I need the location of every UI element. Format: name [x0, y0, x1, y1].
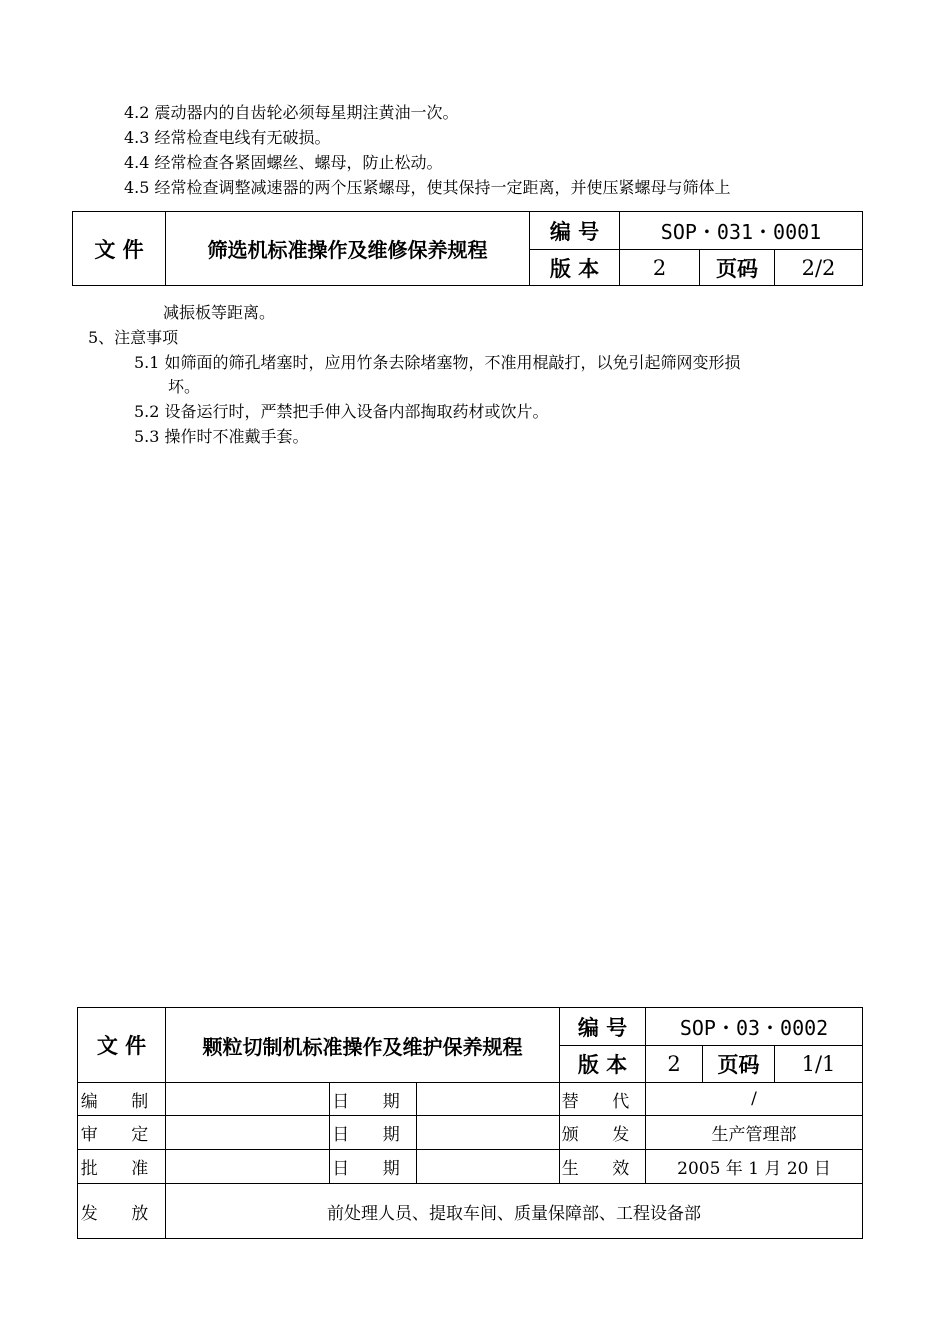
version-label: 版 本	[530, 250, 620, 286]
distribution-value: 前处理人员、提取车间、质量保障部、工程设备部	[166, 1184, 863, 1239]
page-label: 页码	[703, 1046, 775, 1083]
date-value	[417, 1083, 560, 1116]
row-label-distribution: 发 放	[78, 1184, 166, 1239]
page-label: 页码	[700, 250, 775, 286]
reviewed-value	[166, 1116, 330, 1150]
text-line-4-4: 4.4 经常检查各紧固螺丝、螺母，防止松动。	[124, 153, 443, 172]
code-label: 编 号	[560, 1008, 646, 1046]
replaces-value: /	[646, 1083, 863, 1116]
row-label-compiled: 编 制	[78, 1083, 166, 1116]
text-line-5-1: 5.1 如筛面的筛孔堵塞时，应用竹条去除堵塞物，不准用棍敲打，以免引起筛网变形损	[134, 353, 741, 372]
document-header-table-2	[77, 1007, 863, 1239]
date-label: 日 期	[330, 1116, 417, 1150]
section-heading-5: 5、注意事项	[88, 328, 179, 347]
doc-label: 文 件	[73, 212, 166, 286]
row-label-effective: 生 效	[560, 1150, 646, 1184]
compiled-value	[166, 1083, 330, 1116]
row-label-approved: 批 准	[78, 1150, 166, 1184]
version-value: 2	[646, 1046, 703, 1083]
doc-title: 筛选机标准操作及维修保养规程	[166, 212, 530, 286]
date-label: 日 期	[330, 1083, 417, 1116]
date-label: 日 期	[330, 1150, 417, 1184]
text-line-continuation: 减振板等距离。	[163, 303, 276, 322]
page-value: 1/1	[775, 1046, 863, 1083]
version-label: 版 本	[560, 1046, 646, 1083]
doc-title: 颗粒切制机标准操作及维护保养规程	[166, 1008, 560, 1083]
doc-code: SOP・031・0001	[620, 212, 863, 250]
row-label-replaces: 替 代	[560, 1083, 646, 1116]
text-line-5-2: 5.2 设备运行时，严禁把手伸入设备内部掏取药材或饮片。	[134, 402, 549, 421]
date-value	[417, 1116, 560, 1150]
date-value	[417, 1150, 560, 1184]
effective-date-value: 2005 年 1 月 20 日	[646, 1150, 863, 1184]
text-line-4-2: 4.2 震动器内的自齿轮必须每星期注黄油一次。	[124, 103, 459, 122]
row-label-reviewed: 审 定	[78, 1116, 166, 1150]
text-line-5-1-wrap: 坏。	[168, 377, 201, 396]
text-line-4-3: 4.3 经常检查电线有无破损。	[124, 128, 331, 147]
text-line-5-3: 5.3 操作时不准戴手套。	[134, 427, 309, 446]
document-header-table-1	[72, 211, 863, 286]
doc-label: 文 件	[78, 1008, 166, 1083]
text-line-4-5: 4.5 经常检查调整减速器的两个压紧螺母，使其保持一定距离，并使压紧螺母与筛体上	[124, 178, 731, 197]
doc-code: SOP・03・0002	[646, 1008, 863, 1046]
page-value: 2/2	[775, 250, 863, 286]
code-label: 编 号	[530, 212, 620, 250]
row-label-issued: 颁 发	[560, 1116, 646, 1150]
approved-value	[166, 1150, 330, 1184]
issued-by-value: 生产管理部	[646, 1116, 863, 1150]
version-value: 2	[620, 250, 700, 286]
